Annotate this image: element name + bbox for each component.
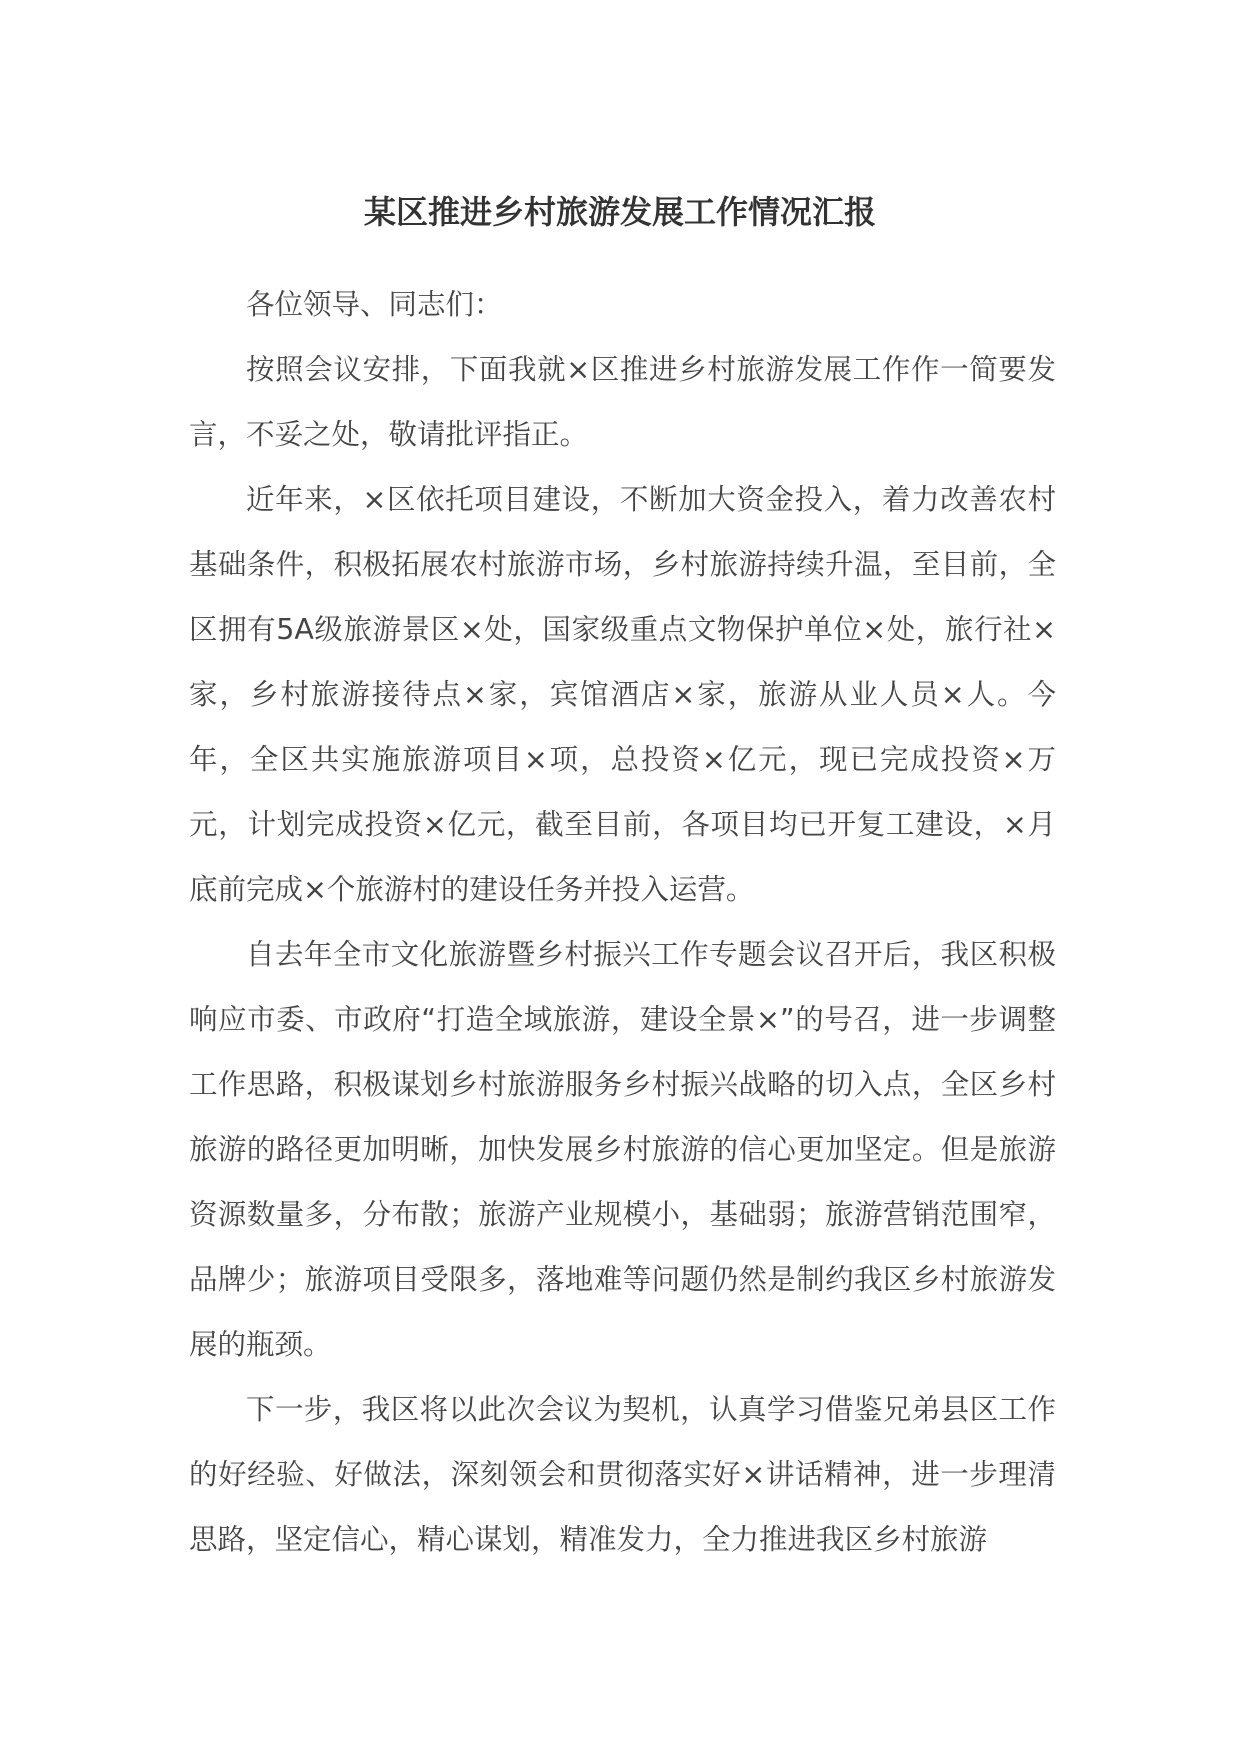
paragraph-intro: 按照会议安排，下面我就×区推进乡村旅游发展工作作一简要发言，不妥之处，敬请批评指正。	[189, 353, 1056, 451]
paragraph-problems: 自去年全市文化旅游暨乡村振兴工作专题会议召开后，我区积极响应市委、市政府“打造全域旅游，建设全景×”的号召，进一步调整工作思路，积极谋划乡村旅游服务乡村振兴战略的切入点，全区乡村旅游的路径更加明晰，加快发展乡村旅游的信心更加坚定。但是旅游资源数量多，分布散；旅游产业规模小，基础弱；旅游营销范围窄，品牌少；旅游项目受限多，落地难等问题仍然是制约我区乡村旅游发展的瓶颈。	[189, 938, 1056, 1361]
paragraph-salutation: 各位领导、同志们：	[246, 288, 503, 321]
document-title: 某区推进乡村旅游发展工作情况汇报	[363, 193, 876, 231]
paragraph-achievements: 近年来，×区依托项目建设，不断加大资金投入，着力改善农村基础条件，积极拓展农村旅游市场，乡村旅游持续升温，至目前，全区拥有5A级旅游景区×处，国家级重点文物保护单位×处，旅行社×家，乡村旅游接待点×家，宾馆酒店×家，旅游从业人员×人。今年，全区共实施旅游项目×项，总投资×亿元，现已完成投资×万元，计划完成投资×亿元，截至目前，各项目均已开复工建设，×月底前完成×个旅游村的建设任务并投入运营。	[189, 483, 1056, 906]
document-body	[189, 272, 1056, 1572]
paragraph-next-steps: 下一步，我区将以此次会议为契机，认真学习借鉴兄弟县区工作的好经验、好做法，深刻领会和贯彻落实好×讲话精神，进一步理清思路，坚定信心，精心谋划，精准发力，全力推进我区乡村旅游	[189, 1393, 1056, 1556]
